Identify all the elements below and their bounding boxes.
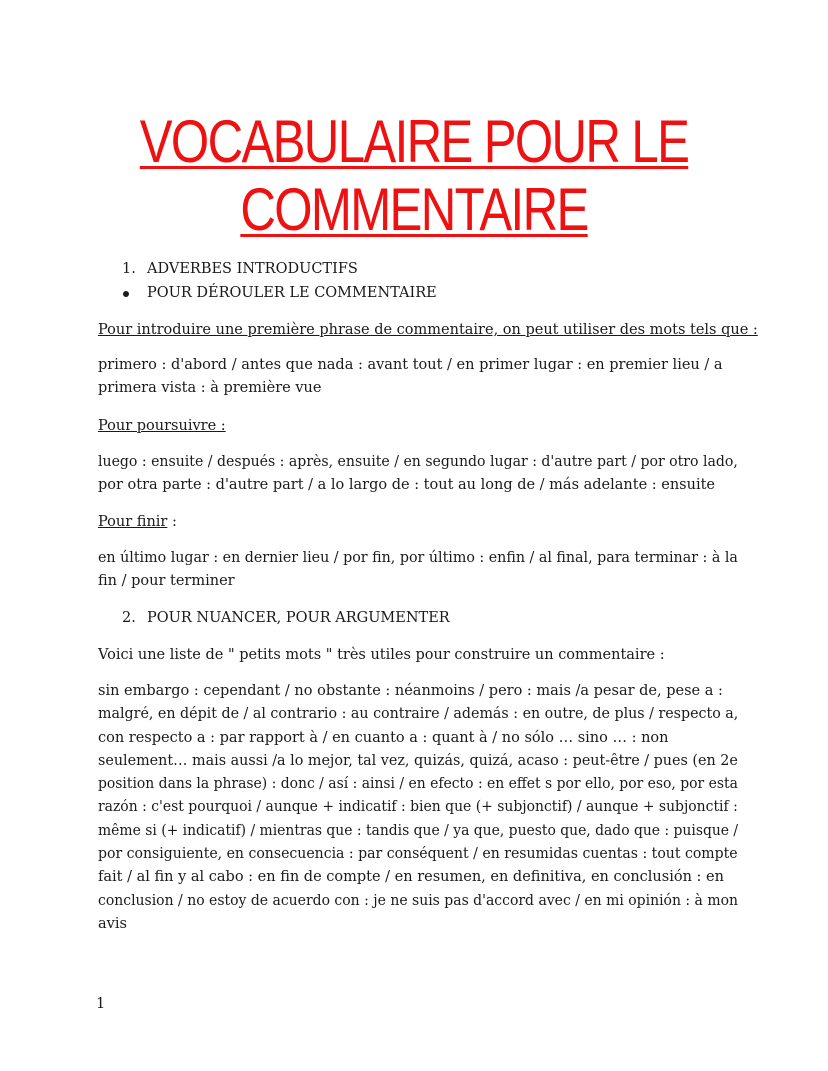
poursuivre-paragraph: luego : ensuite / después : après, ensuite / en segundo lugar : d'autre part / por otro lado, por otra parte : d'autre part / a lo largo de : tout au long de / más adelante : ensuite (98, 454, 738, 494)
list-item-label: ADVERBES INTRODUCTIFS (147, 261, 358, 277)
list-marker: 1. (122, 261, 136, 277)
vocab-line: malgré, en dépit de / al contrario : au contraire / además : en outre, de plus / respecto a, (98, 706, 739, 723)
finir-heading: Pour finir : (98, 514, 177, 530)
vocab-line: por consiguiente, en consecuencia : par conséquent / en resumidas cuentas : tout compte (98, 846, 738, 863)
list-item-label: POUR NUANCER, POUR ARGUMENTER (147, 610, 450, 626)
bullet-icon (123, 291, 129, 297)
vocab-line: sin embargo : cependant / no obstante : néanmoins / pero : mais /a pesar de, pese a : (98, 683, 723, 699)
list-marker: 2. (122, 610, 136, 626)
vocab-line: avis (98, 915, 127, 932)
page-title (75, 108, 754, 244)
vocab-line: fait / al fin y al cabo : en fin de compte / en resumen, en definitiva, en conclusión : en (98, 869, 724, 886)
intro-heading: Pour introduire une première phrase de commentaire, on peut utiliser des mots tels que : (98, 322, 758, 338)
poursuivre-heading: Pour poursuivre : (98, 418, 226, 434)
vocab-line: même si (+ indicatif) / mientras que : tandis que / ya que, puesto que, dado que : puisque / (98, 822, 739, 839)
title-line-1: VOCABULAIRE POUR LE (139, 108, 689, 175)
finir-paragraph: en último lugar : en dernier lieu / por fin, por último : enfin / al final, para terminar : à la fin / pour terminer (98, 550, 738, 590)
vocab-line: conclusion / no estoy de acuerdo con : je ne suis pas d'accord avec / en mi opinión : à mon (98, 892, 738, 909)
vocab-line: position dans la phrase) : donc / así : ainsi / en efecto : en effet s por ello, por eso, por esta (98, 776, 738, 793)
vocab-line: con respecto a : par rapport à / en cuanto a : quant à / no sólo … sino … : non (98, 729, 669, 746)
vocab-line: seulement… mais aussi /a lo mejor, tal vez, quizás, quizá, acaso : peut-être / pues (en 2e (98, 752, 738, 769)
title-line-2: COMMENTAIRE (240, 176, 588, 243)
vocab-line: razón : c'est pourquoi / aunque + indicatif : bien que (+ subjonctif) / aunque + subjonctif : (98, 799, 738, 816)
voici-paragraph: Voici une liste de " petits mots " très utiles pour construire un commentaire : (98, 647, 665, 663)
page-number: 1 (96, 996, 106, 1012)
vocabulary-paragraph (98, 680, 738, 936)
intro-paragraph: primero : d'abord / antes que nada : avant tout / en primer lugar : en premier lieu / a primera vista : à première vue (98, 357, 723, 397)
bullet-item-label: POUR DÉROULER LE COMMENTAIRE (147, 285, 437, 301)
